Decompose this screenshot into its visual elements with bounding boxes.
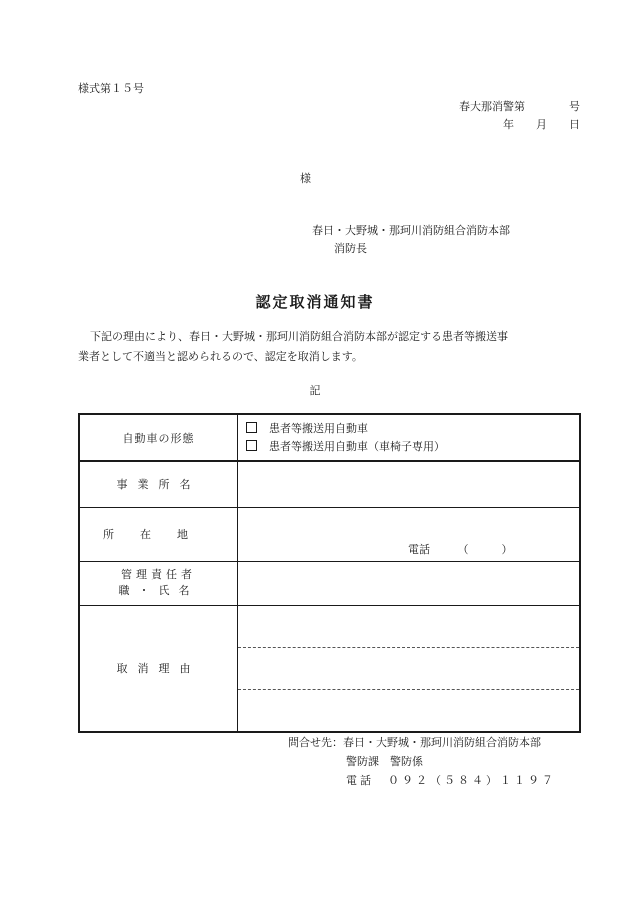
location-label: 所在地 [79,507,238,561]
ki-heading: 記 [309,384,321,397]
reason-label: 取消理由 [79,605,238,732]
contact-line-1: 問合せ先：春日・大野城・那珂川消防組合消防本部 [288,736,541,749]
document-date: 年 月 日 [503,118,580,131]
vehicle-option-label: 患者等搬送用自動車 [269,421,368,435]
manager-field[interactable] [238,561,581,605]
body-line-1: 下記の理由により、春日・大野城・那珂川消防組合消防本部が認定する患者等搬送事 [90,330,508,343]
vehicle-option-label: 患者等搬送用自動車（車椅子専用） [269,439,445,453]
manager-row [79,561,580,605]
addressee-suffix: 様 [300,172,311,185]
vehicle-option-wheelchair[interactable] [238,438,579,456]
office-name-row [79,461,580,507]
phone-field: 電話 （ ） [408,542,513,556]
vehicle-type-label: 自動車の形態 [79,414,238,461]
location-row [79,507,580,561]
document-number: 春大那消警第 号 [459,100,580,113]
sender-organization: 春日・大野城・那珂川消防組合消防本部 [312,224,510,237]
reason-line[interactable] [238,648,579,690]
office-name-field[interactable] [238,461,581,507]
reason-field[interactable] [238,605,581,732]
sender-title: 消防長 [334,242,367,255]
reason-row [79,605,580,732]
manager-label-line1: 管理責任者 [121,568,196,581]
vehicle-type-options [238,414,581,461]
contact-block [288,733,556,790]
manager-label-line2: 職・氏名 [118,584,199,597]
contact-phone: 電話 ０９２（５８４）１１９７ [346,774,556,787]
reason-line[interactable] [238,690,579,731]
document-title: 認定取消通知書 [255,293,375,311]
checkbox-icon[interactable] [246,422,257,433]
vehicle-option-standard[interactable] [238,420,579,438]
reason-line[interactable] [238,606,579,648]
office-name-label: 事業所名 [79,461,238,507]
contact-line-2: 警防課 警防係 [346,755,423,768]
location-field[interactable] [238,507,581,561]
manager-label [79,561,238,605]
body-line-2: 業者として不適当と認められるので、認定を取消します。 [78,350,363,363]
body-text [78,327,558,367]
checkbox-icon[interactable] [246,440,257,451]
form-number: 様式第１５号 [78,82,144,95]
vehicle-type-row [79,414,580,461]
info-table [78,413,581,733]
